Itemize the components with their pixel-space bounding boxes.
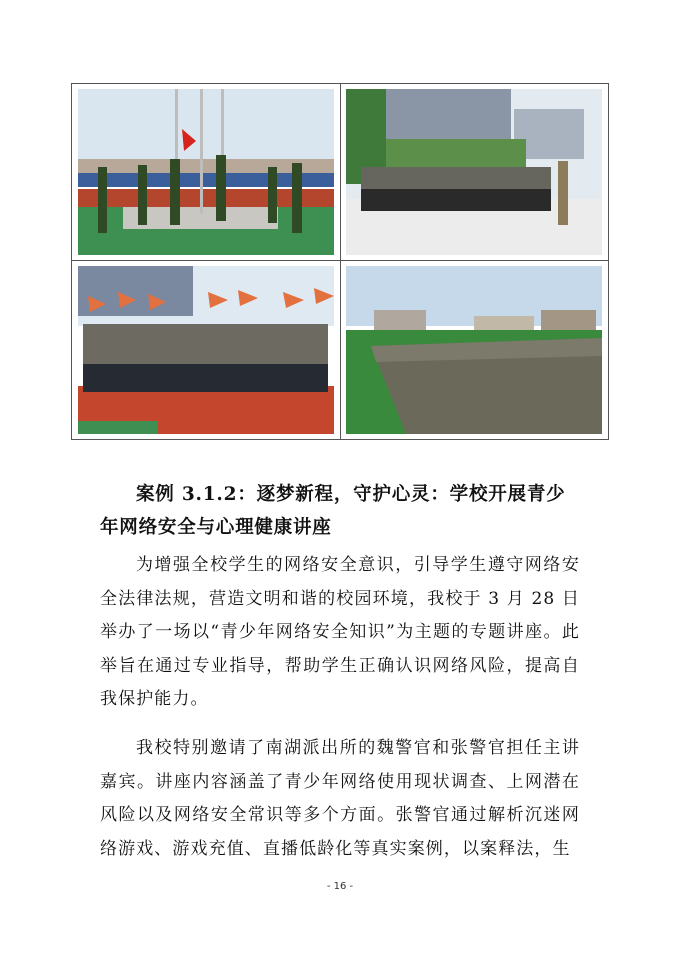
body-paragraph: 为增强全校学生的网络安全意识，引导学生遵守网络安全法律法规，营造文明和谐的校园环境，我校于 3 月 28 日举办了一场以“青少年网络安全知识”为主题的专题讲座。此举旨在通过专业指导，帮助学生正确认识网络风险，提高自我保护能力。: [100, 555, 580, 709]
grid-divider-horizontal: [72, 260, 608, 261]
photo-flag-raising-ceremony: [78, 89, 334, 255]
case-heading: 案例 3.1.2：逐梦新程，守护心灵：学校开展青少年网络安全与心理健康讲座: [100, 484, 566, 538]
photo-grid: [71, 83, 609, 440]
grid-divider-vertical: [340, 84, 341, 439]
photo-students-on-sports-field: [346, 266, 602, 434]
body-paragraph: 我校特别邀请了南湖派出所的魏警官和张警官担任主讲嘉宾。讲座内容涵盖了青少年网络使用现状调查、上网潜在风险以及网络安全常识等多个方面。张警官通过解析沉迷网络游戏、游戏充值、直播低龄化等真实案例，以案释法，生: [100, 738, 580, 859]
photo-students-marching-with-flags: [78, 266, 334, 434]
photo-students-standing-in-line: [346, 89, 602, 255]
page-number: - 16 -: [326, 881, 354, 892]
